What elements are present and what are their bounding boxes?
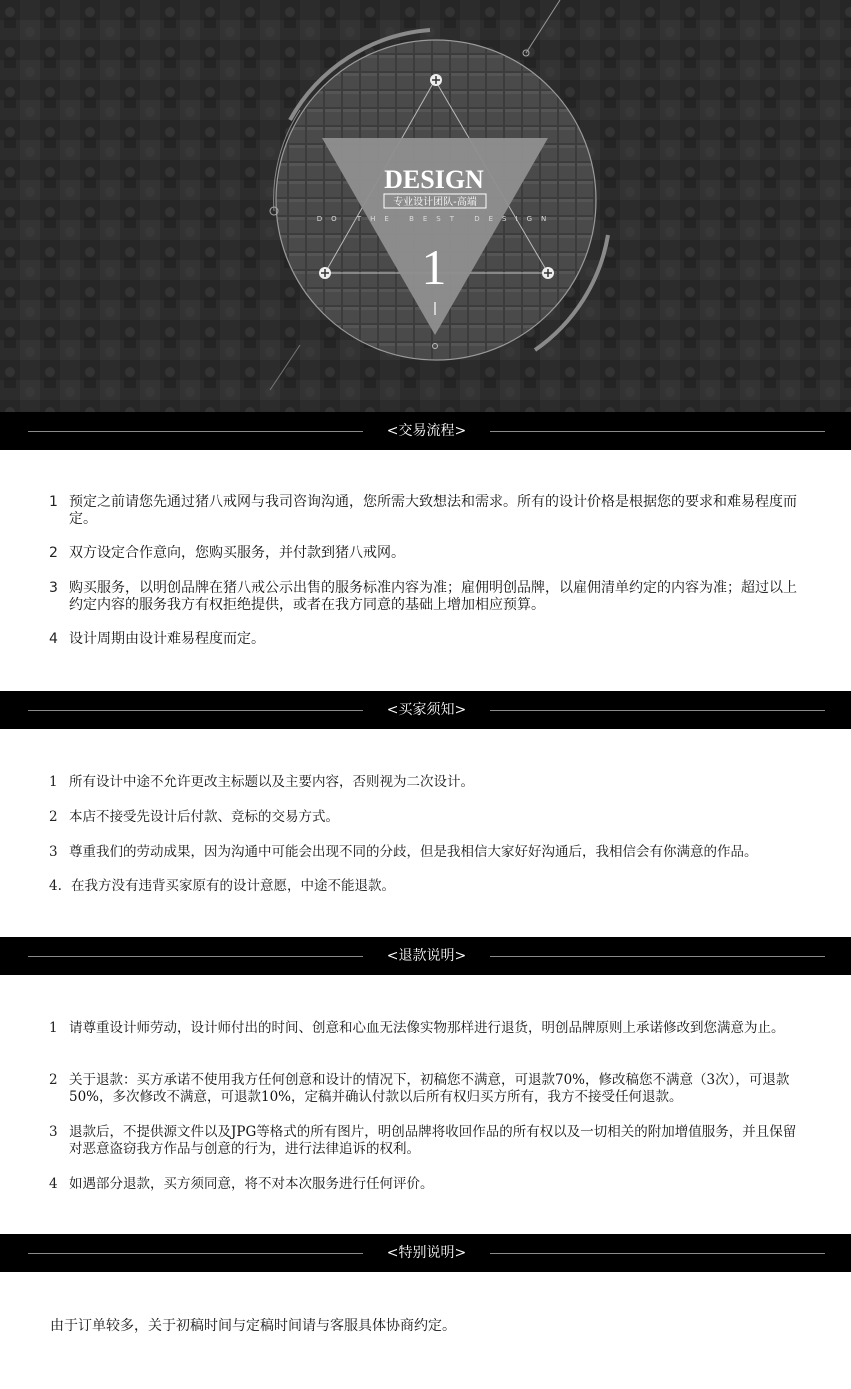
special-note: 由于订单较多，关于初稿时间与定稿时间请与客服具体协商约定。 (50, 1318, 456, 1334)
item-text: 在我方没有违背买家原有的设计意愿，中途不能退款。 (71, 878, 395, 894)
item-text: 请尊重设计师劳动，设计师付出的时间、创意和心血无法像实物那样进行退货，明创品牌原则上承诺修改到您满意为止。 (69, 1020, 785, 1036)
item-number: 2 (49, 1072, 58, 1088)
divider-line (28, 956, 363, 957)
section-header-trade-process (0, 412, 851, 450)
plus-icon (430, 74, 442, 86)
section-header-refund-policy (0, 937, 851, 975)
item-text: 双方设定合作意向，您购买服务，并付款到猪八戒网。 (69, 545, 405, 561)
plus-icon (319, 267, 331, 279)
item-number: 3 (49, 1124, 58, 1140)
item-number: 4 (49, 1176, 58, 1192)
item-text: 预定之前请您先通过猪八戒网与我司咨询沟通，您所需大致想法和需求。所有的设计价格是根据您的要求和难易程度而定。 (69, 494, 797, 527)
item-number: 3 (49, 580, 58, 596)
hero-banner (0, 0, 851, 412)
item-text: 关于退款：买方承诺不使用我方任何创意和设计的情况下，初稿您不满意，可退款70%，修改稿您不满意（3次），可退款50%，多次修改不满意，可退款10%，定稿并确认付款以后所有权归买方所有，我方不接受任何退款。 (69, 1072, 790, 1105)
section-title: <买家须知> (386, 702, 467, 718)
item-number: 1 (49, 774, 58, 790)
item-number: 4. (49, 878, 62, 894)
item-text: 设计周期由设计难易程度而定。 (69, 631, 265, 647)
item-text: 如遇部分退款，买方须同意，将不对本次服务进行任何评价。 (69, 1176, 434, 1192)
item-number: 4 (49, 631, 58, 647)
item-text: 本店不接受先设计后付款、竞标的交易方式。 (69, 809, 339, 825)
section-header-special-notice (0, 1234, 851, 1272)
item-number: 2 (49, 809, 58, 825)
item-number: 1 (49, 494, 58, 510)
section-title: <交易流程> (386, 423, 467, 439)
item-text: 退款后，不提供源文件以及JPG等格式的所有图片，明创品牌将收回作品的所有权以及一切相关的附加增值服务，并且保留对恶意盗窃我方作品与创意的行为，进行法律追诉的权利。 (69, 1124, 797, 1157)
divider-line (490, 956, 825, 957)
divider-line (490, 431, 825, 432)
item-number: 1 (49, 1020, 58, 1036)
section-title: <退款说明> (386, 948, 467, 964)
divider-line (490, 710, 825, 711)
section-title: <特别说明> (386, 1245, 467, 1261)
item-number: 3 (49, 844, 58, 860)
hero-brand: DESIGN (384, 165, 484, 194)
section-header-buyer-notice (0, 691, 851, 729)
divider-line (28, 710, 363, 711)
hero-number: 1 (421, 239, 447, 295)
item-text: 尊重我们的劳动成果，因为沟通中可能会出现不同的分歧，但是我相信大家好好沟通后，我相信会有你满意的作品。 (69, 844, 758, 860)
item-text: 所有设计中途不允许更改主标题以及主要内容，否则视为二次设计。 (69, 774, 474, 790)
hero-graphic (0, 0, 851, 412)
divider-line (490, 1253, 825, 1254)
plus-icon (542, 267, 554, 279)
divider-line (28, 1253, 363, 1254)
hero-tagline: DO THE BEST DESIGN (316, 215, 556, 223)
item-number: 2 (49, 545, 58, 561)
divider-line (28, 431, 363, 432)
hero-subtitle: 专业设计团队-高端 (393, 197, 477, 208)
item-text: 购买服务，以明创品牌在猪八戒公示出售的服务标准内容为准；雇佣明创品牌，以雇佣清单约定的内容为准；超过以上约定内容的服务我方有权拒绝提供，或者在我方同意的基础上增加相应预算。 (69, 580, 797, 613)
